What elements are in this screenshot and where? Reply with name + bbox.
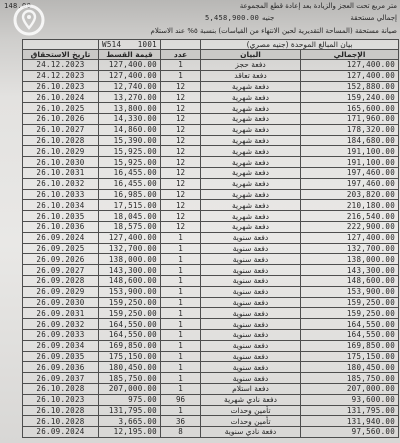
table-row bbox=[23, 308, 399, 319]
area-value: 148.00 bbox=[4, 2, 32, 10]
code-row-blank-cell bbox=[23, 40, 99, 50]
cell-installment: 13,270.00 bbox=[99, 92, 161, 103]
cell-date: 26.09.2032 bbox=[23, 319, 99, 330]
cell-count: 1 bbox=[161, 405, 201, 416]
cell-total: 165,600.00 bbox=[301, 103, 399, 114]
cell-date: 26.09.2030 bbox=[23, 297, 99, 308]
cell-total: 127,400.00 bbox=[301, 60, 399, 71]
cell-installment: 127,400.00 bbox=[99, 60, 161, 71]
cell-date: 26.09.2034 bbox=[23, 340, 99, 351]
table-row bbox=[23, 254, 399, 265]
cell-description: دفعة سنوية bbox=[201, 232, 301, 243]
schedule-body bbox=[23, 60, 399, 438]
cell-description: دفعة سنوية bbox=[201, 308, 301, 319]
cell-installment: 14,860.00 bbox=[99, 124, 161, 135]
cell-description: دفعة سنوية bbox=[201, 373, 301, 384]
table-row bbox=[23, 243, 399, 254]
cell-total: 207,000.00 bbox=[301, 383, 399, 394]
cell-installment: 164,550.00 bbox=[99, 329, 161, 340]
section-title: بيان المبالغ الموحدة (جنيه مصري) bbox=[201, 40, 399, 50]
cell-total: 171,960.00 bbox=[301, 113, 399, 124]
unit-code: W514 bbox=[102, 40, 122, 49]
table-row bbox=[23, 135, 399, 146]
cell-description: دفعة شهرية bbox=[201, 124, 301, 135]
code-row-count-cell bbox=[161, 40, 201, 50]
cell-description: دفعة تعاقد bbox=[201, 70, 301, 81]
table-header-row bbox=[23, 50, 399, 60]
cell-count: 1 bbox=[161, 308, 201, 319]
cell-count: 12 bbox=[161, 113, 201, 124]
table-row bbox=[23, 178, 399, 189]
cell-description: دفعة شهرية bbox=[201, 200, 301, 211]
table-row bbox=[23, 265, 399, 276]
cell-count: 1 bbox=[161, 232, 201, 243]
cell-total: 185,750.00 bbox=[301, 373, 399, 384]
table-row bbox=[23, 362, 399, 373]
cell-description: دفعة سنوية bbox=[201, 265, 301, 276]
cell-installment: 12,740.00 bbox=[99, 81, 161, 92]
cell-date: 26.09.2028 bbox=[23, 275, 99, 286]
cell-installment: 16,455.00 bbox=[99, 167, 161, 178]
cell-description: دفعة شهرية bbox=[201, 135, 301, 146]
cell-count: 36 bbox=[161, 416, 201, 427]
table-row bbox=[23, 319, 399, 330]
cell-total: 184,680.00 bbox=[301, 135, 399, 146]
unit-code-cell bbox=[99, 40, 161, 50]
cell-count: 1 bbox=[161, 60, 201, 71]
cell-total: 159,240.00 bbox=[301, 92, 399, 103]
cell-installment: 159,250.00 bbox=[99, 297, 161, 308]
payment-schedule-table bbox=[22, 39, 399, 438]
cell-installment: 18,045.00 bbox=[99, 211, 161, 222]
cell-count: 12 bbox=[161, 92, 201, 103]
cell-installment: 132,700.00 bbox=[99, 243, 161, 254]
cell-date: 26.10.2028 bbox=[23, 405, 99, 416]
cell-date: 26.10.2024 bbox=[23, 92, 99, 103]
cell-total: 203,820.00 bbox=[301, 189, 399, 200]
cell-date: 26.10.2028 bbox=[23, 135, 99, 146]
cell-installment: 15,925.00 bbox=[99, 146, 161, 157]
table-row bbox=[23, 286, 399, 297]
cell-total: 132,700.00 bbox=[301, 243, 399, 254]
cell-description: تأمين وحدات bbox=[201, 416, 301, 427]
cell-count: 1 bbox=[161, 275, 201, 286]
cell-description: دفعة شهرية bbox=[201, 146, 301, 157]
cell-date: 26.10.2032 bbox=[23, 178, 99, 189]
cell-installment: 175,150.00 bbox=[99, 351, 161, 362]
cell-total: 164,550.00 bbox=[301, 329, 399, 340]
cell-installment: 207,000.00 bbox=[99, 383, 161, 394]
table-row bbox=[23, 416, 399, 427]
cell-total: 159,250.00 bbox=[301, 308, 399, 319]
table-row bbox=[23, 167, 399, 178]
cell-total: 180,450.00 bbox=[301, 362, 399, 373]
cell-date: 26.09.2033 bbox=[23, 329, 99, 340]
table-row bbox=[23, 124, 399, 135]
cell-date: 26.10.2030 bbox=[23, 157, 99, 168]
cell-total: 216,540.00 bbox=[301, 211, 399, 222]
cell-description: دفعة سنوية bbox=[201, 340, 301, 351]
cell-description: دفعة سنوية bbox=[201, 329, 301, 340]
cell-description: دفعة شهرية bbox=[201, 103, 301, 114]
cell-total: 153,900.00 bbox=[301, 286, 399, 297]
cell-installment: 12,195.00 bbox=[99, 427, 161, 438]
table-row bbox=[23, 394, 399, 405]
cell-description: دفعة سنوية bbox=[201, 351, 301, 362]
total-amount: 5,458,900.00 bbox=[205, 14, 260, 22]
cell-description: دفعة سنوية bbox=[201, 297, 301, 308]
cell-description: دفعة شهرية bbox=[201, 157, 301, 168]
cell-description: دفعة شهرية bbox=[201, 211, 301, 222]
cell-count: 12 bbox=[161, 157, 201, 168]
cell-count: 12 bbox=[161, 200, 201, 211]
cell-installment: 180,450.00 bbox=[99, 362, 161, 373]
cell-count: 1 bbox=[161, 70, 201, 81]
cell-installment: 17,515.00 bbox=[99, 200, 161, 211]
cell-count: 1 bbox=[161, 286, 201, 297]
cell-date: 26.09.2026 bbox=[23, 254, 99, 265]
cell-description: دفعة سنوية bbox=[201, 254, 301, 265]
cell-installment: 127,400.00 bbox=[99, 232, 161, 243]
cell-count: 1 bbox=[161, 362, 201, 373]
cell-count: 12 bbox=[161, 178, 201, 189]
cell-total: 138,000.00 bbox=[301, 254, 399, 265]
total-currency: جنيه bbox=[262, 14, 275, 22]
cell-total: 131,795.00 bbox=[301, 405, 399, 416]
cell-count: 12 bbox=[161, 135, 201, 146]
cell-date: 24.12.2023 bbox=[23, 60, 99, 71]
table-row bbox=[23, 113, 399, 124]
table-row bbox=[23, 427, 399, 438]
table-row bbox=[23, 373, 399, 384]
cell-total: 97,560.00 bbox=[301, 427, 399, 438]
cell-total: 127,400.00 bbox=[301, 70, 399, 81]
cell-installment: 15,390.00 bbox=[99, 135, 161, 146]
table-row bbox=[23, 329, 399, 340]
cell-total: 191,100.00 bbox=[301, 157, 399, 168]
table-row bbox=[23, 189, 399, 200]
cell-count: 1 bbox=[161, 265, 201, 276]
cell-date: 26.10.2033 bbox=[23, 189, 99, 200]
cell-date: 26.09.2035 bbox=[23, 351, 99, 362]
cell-installment: 143,300.00 bbox=[99, 265, 161, 276]
cell-description: دفعة شهرية bbox=[201, 178, 301, 189]
cell-description: دفعة استلام bbox=[201, 383, 301, 394]
cell-installment: 16,455.00 bbox=[99, 178, 161, 189]
cell-date: 26.09.2031 bbox=[23, 308, 99, 319]
cell-count: 12 bbox=[161, 103, 201, 114]
cell-description: دفعة سنوية bbox=[201, 286, 301, 297]
cell-date: 26.10.2025 bbox=[23, 103, 99, 114]
table-row bbox=[23, 340, 399, 351]
cell-total: 197,460.00 bbox=[301, 167, 399, 178]
table-row bbox=[23, 275, 399, 286]
cell-description: دفعة سنوية bbox=[201, 319, 301, 330]
cell-date: 26.10.2034 bbox=[23, 200, 99, 211]
cell-date: 26.09.2037 bbox=[23, 373, 99, 384]
table-row bbox=[23, 221, 399, 232]
cell-total: 169,850.00 bbox=[301, 340, 399, 351]
cell-count: 1 bbox=[161, 319, 201, 330]
cell-description: دفعة سنوية bbox=[201, 243, 301, 254]
cell-description: دفعة شهرية bbox=[201, 221, 301, 232]
cell-description: دفعة شهرية bbox=[201, 189, 301, 200]
cell-count: 1 bbox=[161, 329, 201, 340]
cell-date: 26.09.2027 bbox=[23, 265, 99, 276]
table-row bbox=[23, 200, 399, 211]
cell-count: 12 bbox=[161, 124, 201, 135]
cell-count: 1 bbox=[161, 383, 201, 394]
cell-count: 1 bbox=[161, 297, 201, 308]
cell-count: 12 bbox=[161, 167, 201, 178]
cell-date: 26.10.2023 bbox=[23, 81, 99, 92]
cell-total: 197,460.00 bbox=[301, 178, 399, 189]
unit-number: 1001 bbox=[137, 40, 157, 49]
cell-date: 26.09.2024 bbox=[23, 427, 99, 438]
cell-total: 159,250.00 bbox=[301, 297, 399, 308]
cell-total: 127,400.00 bbox=[301, 232, 399, 243]
cell-description: دفعة سنوية bbox=[201, 362, 301, 373]
cell-date: 26.10.2028 bbox=[23, 416, 99, 427]
cell-description: دفعة سنوية bbox=[201, 275, 301, 286]
cell-description: دفعة شهرية bbox=[201, 113, 301, 124]
cell-description: دفعة شهرية bbox=[201, 92, 301, 103]
cell-installment: 131,795.00 bbox=[99, 405, 161, 416]
cell-installment: 18,575.00 bbox=[99, 221, 161, 232]
table-code-row bbox=[23, 40, 399, 50]
cell-count: 1 bbox=[161, 243, 201, 254]
cell-total: 148,600.00 bbox=[301, 275, 399, 286]
cell-date: 26.10.2029 bbox=[23, 146, 99, 157]
cell-description: دفعة نادي سنوية bbox=[201, 427, 301, 438]
cell-installment: 185,750.00 bbox=[99, 373, 161, 384]
cell-installment: 169,850.00 bbox=[99, 340, 161, 351]
cell-total: 178,320.00 bbox=[301, 124, 399, 135]
cell-date: 26.10.2036 bbox=[23, 221, 99, 232]
cell-total: 175,150.00 bbox=[301, 351, 399, 362]
table-row bbox=[23, 60, 399, 71]
cell-description: تأمين وحدات bbox=[201, 405, 301, 416]
column-header-installment: قيمة القسط bbox=[99, 50, 161, 60]
cell-installment: 153,900.00 bbox=[99, 286, 161, 297]
cell-installment: 148,600.00 bbox=[99, 275, 161, 286]
cell-count: 12 bbox=[161, 221, 201, 232]
cell-total: 191,100.00 bbox=[301, 146, 399, 157]
column-header-total: الإجمالي bbox=[301, 50, 399, 60]
cell-count: 1 bbox=[161, 254, 201, 265]
cell-installment: 127,400.00 bbox=[99, 70, 161, 81]
cell-date: 26.10.2027 bbox=[23, 124, 99, 135]
table-row bbox=[23, 297, 399, 308]
cell-installment: 159,250.00 bbox=[99, 308, 161, 319]
table-row bbox=[23, 81, 399, 92]
cell-date: 26.09.2025 bbox=[23, 243, 99, 254]
cell-date: 26.10.2026 bbox=[23, 113, 99, 124]
cell-count: 12 bbox=[161, 146, 201, 157]
header-area-line bbox=[4, 1, 397, 11]
table-row bbox=[23, 103, 399, 114]
cell-installment: 16,985.00 bbox=[99, 189, 161, 200]
header-total-line bbox=[4, 13, 397, 23]
table-row bbox=[23, 383, 399, 394]
cell-installment: 138,000.00 bbox=[99, 254, 161, 265]
cell-count: 12 bbox=[161, 81, 201, 92]
total-label: إجمالي مستحقة bbox=[350, 14, 397, 22]
table-row bbox=[23, 70, 399, 81]
cell-installment: 15,925.00 bbox=[99, 157, 161, 168]
cell-total: 131,940.00 bbox=[301, 416, 399, 427]
cell-total: 210,180.00 bbox=[301, 200, 399, 211]
cell-count: 1 bbox=[161, 340, 201, 351]
table-row bbox=[23, 405, 399, 416]
column-header-count: عدد bbox=[161, 50, 201, 60]
cell-installment: 975.00 bbox=[99, 394, 161, 405]
cell-installment: 164,550.00 bbox=[99, 319, 161, 330]
cell-installment: 13,800.00 bbox=[99, 103, 161, 114]
cell-installment: 14,330.00 bbox=[99, 113, 161, 124]
cell-date: 24.12.2023 bbox=[23, 70, 99, 81]
maintenance-note: صيانة مستحقة (المساحة التقديرية لحين الانتهاء من القياسات) بنسبة ٥% عند الاستلام bbox=[150, 27, 397, 35]
table-row bbox=[23, 232, 399, 243]
cell-count: 1 bbox=[161, 373, 201, 384]
cell-description: دفعة شهرية bbox=[201, 81, 301, 92]
table-row bbox=[23, 211, 399, 222]
cell-description: دفعة نادي شهرية bbox=[201, 394, 301, 405]
cell-count: 12 bbox=[161, 211, 201, 222]
area-description: متر مربع تحت العجز والزيادة بعد إعادة قطع المجموعة bbox=[239, 2, 397, 10]
cell-count: 8 bbox=[161, 427, 201, 438]
cell-total: 222,900.00 bbox=[301, 221, 399, 232]
cell-total: 143,300.00 bbox=[301, 265, 399, 276]
table-row bbox=[23, 157, 399, 168]
cell-date: 26.10.2031 bbox=[23, 167, 99, 178]
cell-date: 26.09.2024 bbox=[23, 232, 99, 243]
cell-date: 26.09.2036 bbox=[23, 362, 99, 373]
table-row bbox=[23, 92, 399, 103]
cell-total: 152,880.00 bbox=[301, 81, 399, 92]
table-row bbox=[23, 351, 399, 362]
cell-total: 93,600.00 bbox=[301, 394, 399, 405]
cell-count: 1 bbox=[161, 351, 201, 362]
cell-total: 164,550.00 bbox=[301, 319, 399, 330]
column-header-date: تاريخ الاستحقاق bbox=[23, 50, 99, 60]
location-pin-logo-icon bbox=[12, 3, 46, 37]
cell-date: 26.09.2029 bbox=[23, 286, 99, 297]
cell-count: 96 bbox=[161, 394, 201, 405]
cell-description: دفعة شهرية bbox=[201, 167, 301, 178]
cell-date: 26.10.2023 bbox=[23, 394, 99, 405]
cell-installment: 3,665.00 bbox=[99, 416, 161, 427]
cell-count: 12 bbox=[161, 189, 201, 200]
cell-date: 26.10.2028 bbox=[23, 383, 99, 394]
column-header-description: البيان bbox=[201, 50, 301, 60]
cell-date: 26.10.2035 bbox=[23, 211, 99, 222]
table-row bbox=[23, 146, 399, 157]
cell-description: دفعة حجز bbox=[201, 60, 301, 71]
